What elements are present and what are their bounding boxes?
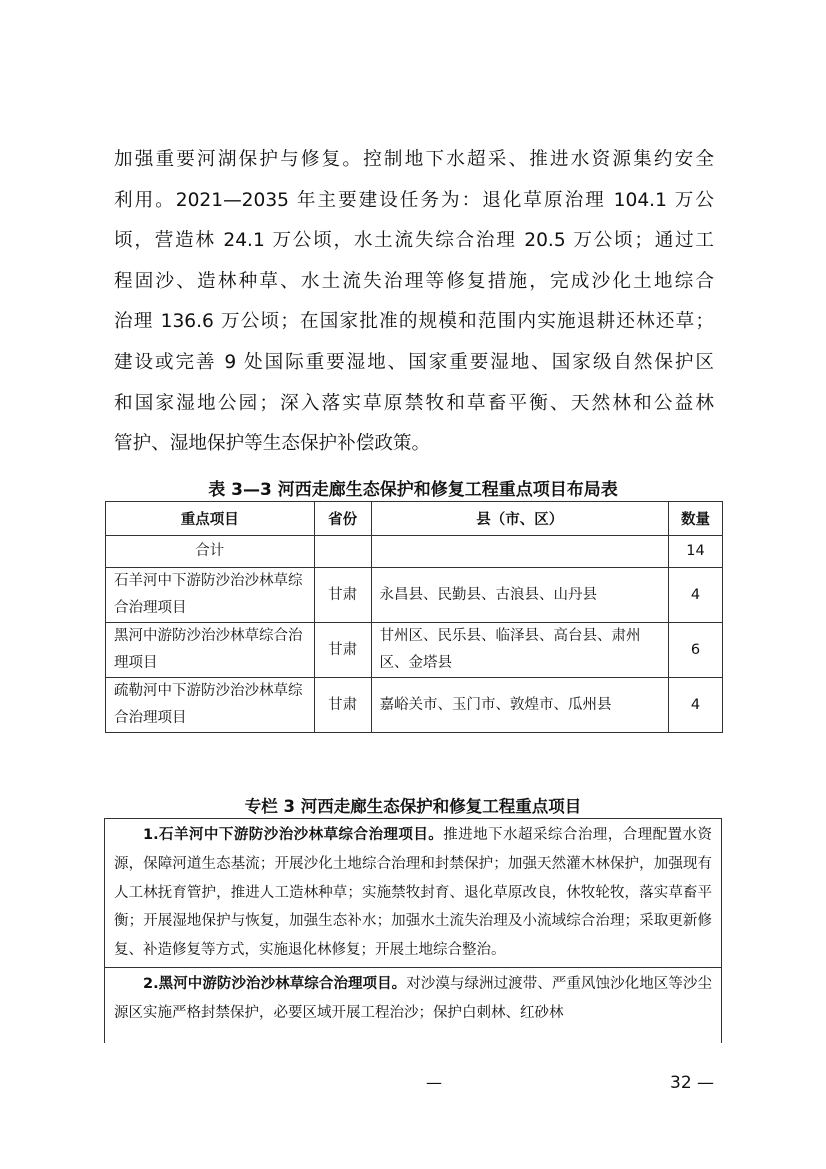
total-province <box>314 536 371 568</box>
cell-project: 石羊河中下游防沙治沙林草综合治理项目 <box>106 568 315 623</box>
body-line: 治理 136.6 万公顷；在国家批准的规模和范围内实施退耕还林还草； <box>114 311 714 333</box>
header-county: 县（市、区） <box>371 502 668 536</box>
cell-province: 甘肃 <box>314 623 371 678</box>
table-row <box>106 568 723 623</box>
page-number: 32 — <box>670 1073 715 1093</box>
table-total-row <box>106 536 723 568</box>
box-item <box>105 819 721 967</box>
cell-county: 嘉峪关市、玉门市、敦煌市、瓜州县 <box>371 678 668 733</box>
table-header-row <box>106 502 723 536</box>
project-layout-table <box>105 501 723 733</box>
cell-project: 疏勒河中下游防沙治沙林草综合治理项目 <box>106 678 315 733</box>
box-item <box>105 967 721 1030</box>
body-line: 管护、湿地保护等生态保护补偿政策。 <box>114 433 431 455</box>
cell-county: 甘州区、民乐县、临泽县、高台县、肃州区、金塔县 <box>371 623 668 678</box>
header-province: 省份 <box>314 502 371 536</box>
box-item-text: 推进地下水超采综合治理，合理配置水资源，保障河道生态基流；开展沙化土地综合治理和封禁保护；加强天然灌木林保护，加强现有人工林抚育管护，推进人工造林种草；实施禁牧封育、退化草原改良，休牧轮牧，落实草畜平衡；开展湿地保护与恢复，加强生态补水；加强水土流失治理及小流域综合治理；采取更新修复、补造修复等方式，实施退化林修复；开展土地综合整治。 <box>114 827 712 959</box>
body-line: 利用。2021—2035 年主要建设任务为：退化草原治理 104.1 万公 <box>114 189 714 211</box>
header-count: 数量 <box>669 502 723 536</box>
cell-province: 甘肃 <box>314 678 371 733</box>
footer-dash: — <box>426 1073 442 1092</box>
box-title: 专栏 3 河西走廊生态保护和修复工程重点项目 <box>244 797 582 816</box>
table-row <box>106 623 723 678</box>
cell-province: 甘肃 <box>314 568 371 623</box>
body-line: 顷，营造林 24.1 万公顷，水土流失综合治理 20.5 万公顷；通过工 <box>114 230 714 252</box>
body-line: 加强重要河湖保护与修复。控制地下水超采、推进水资源集约安全 <box>114 149 714 170</box>
feature-box <box>104 818 722 1043</box>
body-line: 程固沙、造林种草、水土流失治理等修复措施，完成沙化土地综合 <box>114 270 714 292</box>
header-project: 重点项目 <box>106 502 315 536</box>
total-label: 合计 <box>106 536 315 568</box>
cell-project: 黑河中游防沙治沙林草综合治理项目 <box>106 623 315 678</box>
cell-count: 4 <box>669 568 723 623</box>
table-row <box>106 678 723 733</box>
body-line: 建设或完善 9 处国际重要湿地、国家重要湿地、国家级自然保护区 <box>114 351 714 373</box>
box-item-text: 对沙漠与绿洲过渡带、严重风蚀沙化地区等沙尘源区实施严格封禁保护，必要区域开展工程治沙；保护白刺林、红砂林 <box>114 975 712 1021</box>
total-county <box>371 536 668 568</box>
box-item-heading: 1.石羊河中下游防沙治沙林草综合治理项目。 <box>143 827 444 843</box>
cell-count: 4 <box>669 678 723 733</box>
body-paragraph <box>114 140 714 465</box>
cell-county: 永昌县、民勤县、古浪县、山丹县 <box>371 568 668 623</box>
total-count: 14 <box>669 536 723 568</box>
body-line: 和国家湿地公园；深入落实草原禁牧和草畜平衡、天然林和公益林 <box>114 392 714 414</box>
box-item-heading: 2.黑河中游防沙治沙林草综合治理项目。 <box>143 975 407 992</box>
cell-count: 6 <box>669 623 723 678</box>
table-title: 表 3—3 河西走廊生态保护和修复工程重点项目布局表 <box>208 480 618 500</box>
